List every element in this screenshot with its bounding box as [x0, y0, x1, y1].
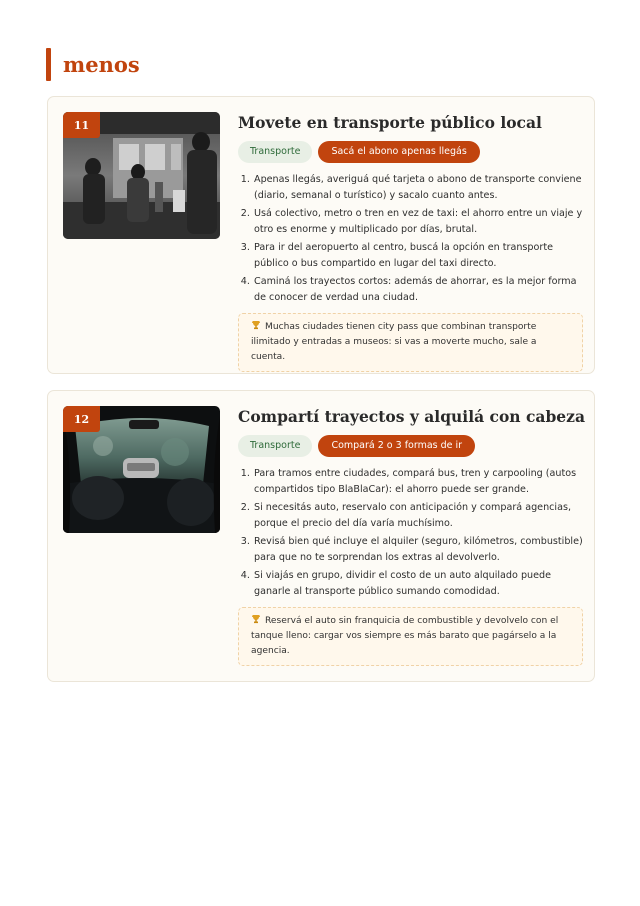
card-number: 12	[63, 406, 100, 432]
note-text: Muchas ciudades tienen city pass que combinan transporte ilimitado y entradas a museos: si vas a moverte mucho, sale a cuenta.	[251, 322, 537, 362]
tips-list	[238, 466, 583, 600]
note-text: Reservá el auto sin franquicia de combustible y devolvelo con el tanque lleno: cargar vos siempre es más barato que pagárselo a la agencia.	[251, 616, 559, 656]
card-tags	[238, 435, 583, 457]
section-header	[46, 48, 140, 81]
highlight-tag: Sacá el abono apenas llegás	[318, 141, 479, 163]
tips-list	[238, 172, 583, 306]
tip-note	[238, 313, 583, 372]
list-item: 2. Si necesitás auto, reservalo con anticipación y compará agencias, porque el precio del día varía muchísimo.	[253, 500, 583, 532]
section-title: menos	[63, 52, 140, 77]
card-tags	[238, 141, 583, 163]
trophy-icon	[251, 614, 261, 624]
list-item: 3. Revisá bien qué incluye el alquiler (seguro, kilómetros, combustible) para que no te sorprendan los extras al devolverlo.	[253, 534, 583, 566]
list-item: 4. Si viajás en grupo, dividir el costo de un auto alquilado puede ganarle al transporte público sumando comodidad.	[253, 568, 583, 600]
card-title: Movete en transporte público local	[238, 113, 542, 132]
card-number: 11	[63, 112, 100, 138]
list-item: 4. Caminá los trayectos cortos: además de ahorrar, es la mejor forma de conocer de verdad una ciudad.	[253, 274, 583, 306]
list-item: 2. Usá colectivo, metro o tren en vez de taxi: el ahorro entre un viaje y otro es enorme y multiplicado por días, brutal.	[253, 206, 583, 238]
list-item: 1. Para tramos entre ciudades, compará bus, tren y carpooling (autos compartidos tipo BlaBlaCar): el ahorro puede ser grande.	[253, 466, 583, 498]
card-content	[238, 113, 583, 372]
tip-note	[238, 607, 583, 666]
category-tag: Transporte	[238, 141, 312, 163]
card-content	[238, 407, 583, 666]
category-tag: Transporte	[238, 435, 312, 457]
list-item: 3. Para ir del aeropuerto al centro, buscá la opción en transporte público o bus compartido en lugar del taxi directo.	[253, 240, 583, 272]
card-image	[63, 406, 220, 533]
tip-card	[47, 96, 595, 374]
card-image	[63, 112, 220, 239]
trophy-icon	[251, 320, 261, 330]
card-title: Compartí trayectos y alquilá con cabeza	[238, 407, 585, 426]
list-item: 1. Apenas llegás, averiguá qué tarjeta o abono de transporte conviene (diario, semanal o turístico) y sacalo cuanto antes.	[253, 172, 583, 204]
tip-card	[47, 390, 595, 682]
section-accent-bar	[46, 48, 51, 81]
highlight-tag: Compará 2 o 3 formas de ir	[318, 435, 475, 457]
